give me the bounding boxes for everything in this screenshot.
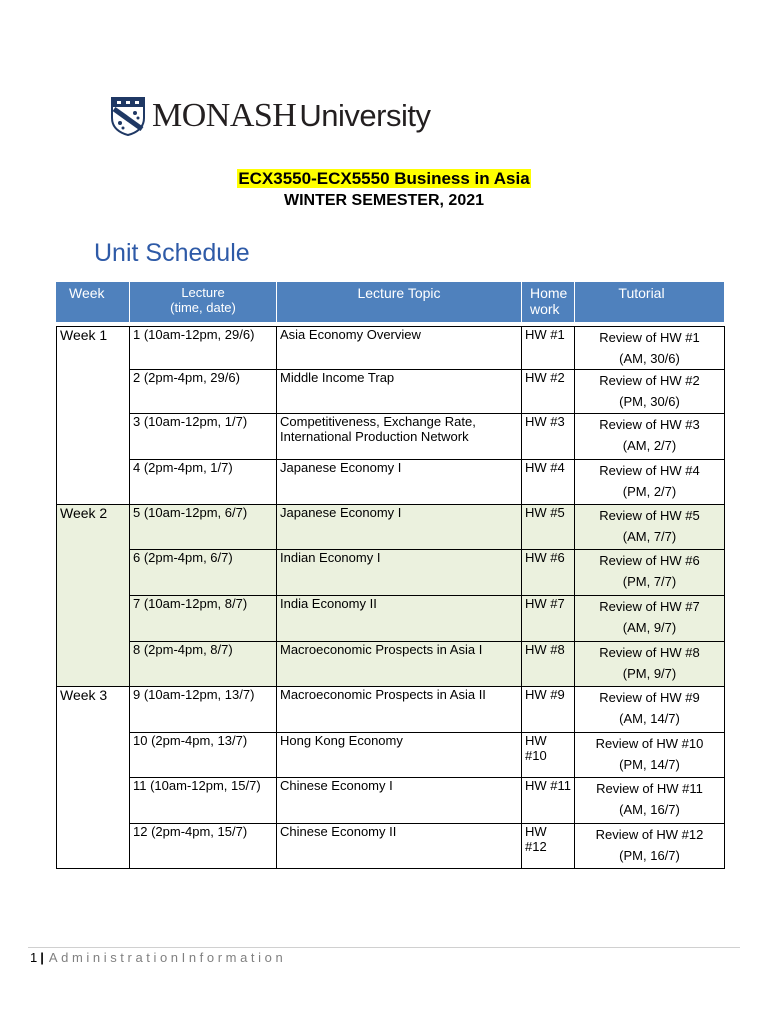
homework-cell: HW #3 xyxy=(522,414,575,460)
topic-cell: Indian Economy I xyxy=(277,550,522,596)
table-row xyxy=(57,370,725,414)
homework-cell: HW #12 xyxy=(522,824,575,869)
table-row xyxy=(57,327,725,370)
tutorial-review: Review of HW #1 xyxy=(599,330,700,345)
tutorial-cell xyxy=(575,550,725,596)
topic-cell: Competitiveness, Exchange Rate, International Production Network xyxy=(277,414,522,460)
tutorial-session: (AM, 2/7) xyxy=(622,438,677,453)
table-row xyxy=(57,550,725,596)
topic-cell: Chinese Economy II xyxy=(277,824,522,869)
table-row xyxy=(57,460,725,505)
week-cell: Week 3 xyxy=(57,687,130,869)
homework-cell: HW #5 xyxy=(522,505,575,550)
col-lecture-line1: Lecture xyxy=(181,285,225,300)
footer-separator: | xyxy=(40,950,44,965)
topic-cell: India Economy II xyxy=(277,596,522,642)
homework-cell: HW #6 xyxy=(522,550,575,596)
homework-cell: HW #1 xyxy=(522,327,575,370)
logo-brand: MONASH xyxy=(152,97,297,134)
col-tutorial: Tutorial xyxy=(575,282,725,323)
table-row xyxy=(57,733,725,778)
lecture-cell: 9 (10am-12pm, 13/7) xyxy=(130,687,277,733)
topic-cell: Macroeconomic Prospects in Asia I xyxy=(277,642,522,687)
semester-title: WINTER SEMESTER, 2021 xyxy=(283,192,485,209)
monash-logo xyxy=(110,96,430,136)
col-homework-line1: Home xyxy=(530,285,568,301)
topic-cell: Hong Kong Economy xyxy=(277,733,522,778)
lecture-cell: 8 (2pm-4pm, 8/7) xyxy=(130,642,277,687)
lecture-cell: 12 (2pm-4pm, 15/7) xyxy=(130,824,277,869)
table-row xyxy=(57,596,725,642)
week-cell: Week 1 xyxy=(57,327,130,505)
tutorial-review: Review of HW #11 xyxy=(596,781,703,796)
col-lecture xyxy=(130,282,277,323)
tutorial-cell xyxy=(575,327,725,370)
week-cell: Week 2 xyxy=(57,505,130,687)
unit-schedule-heading: Unit Schedule xyxy=(94,239,250,267)
tutorial-session: (PM, 30/6) xyxy=(619,394,680,409)
lecture-cell: 1 (10am-12pm, 29/6) xyxy=(130,327,277,370)
tutorial-cell xyxy=(575,642,725,687)
lecture-cell: 7 (10am-12pm, 8/7) xyxy=(130,596,277,642)
table-row xyxy=(57,824,725,869)
col-lecture-line2: (time, date) xyxy=(170,300,236,315)
footer-divider xyxy=(28,947,740,948)
topic-cell: Japanese Economy I xyxy=(277,460,522,505)
logo-word: University xyxy=(299,98,431,133)
logo-wordmark xyxy=(152,97,430,135)
tutorial-review: Review of HW #10 xyxy=(595,736,704,751)
tutorial-session: (PM, 2/7) xyxy=(622,484,677,499)
homework-cell: HW #7 xyxy=(522,596,575,642)
table-row xyxy=(57,505,725,550)
tutorial-cell xyxy=(575,733,725,778)
table-row xyxy=(57,414,725,460)
tutorial-session: (AM, 9/7) xyxy=(622,620,677,635)
tutorial-review: Review of HW #8 xyxy=(599,645,700,660)
tutorial-session: (PM, 7/7) xyxy=(622,574,677,589)
tutorial-session: (AM, 16/7) xyxy=(619,802,680,817)
tutorial-session: (PM, 9/7) xyxy=(622,666,677,681)
homework-cell: HW #2 xyxy=(522,370,575,414)
tutorial-cell xyxy=(575,596,725,642)
lecture-cell: 4 (2pm-4pm, 1/7) xyxy=(130,460,277,505)
homework-cell: HW #8 xyxy=(522,642,575,687)
schedule-table xyxy=(56,281,725,869)
lecture-cell: 6 (2pm-4pm, 6/7) xyxy=(130,550,277,596)
col-topic: Lecture Topic xyxy=(277,282,522,323)
col-homework-line2: work xyxy=(530,301,560,317)
tutorial-review: Review of HW #3 xyxy=(599,417,700,432)
tutorial-session: (PM, 16/7) xyxy=(619,848,680,863)
tutorial-review: Review of HW #2 xyxy=(599,373,700,388)
topic-cell: Middle Income Trap xyxy=(277,370,522,414)
schedule-body xyxy=(57,323,725,869)
homework-cell: HW #11 xyxy=(522,778,575,824)
tutorial-session: (AM, 30/6) xyxy=(619,351,680,366)
tutorial-cell xyxy=(575,824,725,869)
homework-cell: HW #10 xyxy=(522,733,575,778)
tutorial-cell xyxy=(575,687,725,733)
table-row xyxy=(57,642,725,687)
tutorial-session: (AM, 7/7) xyxy=(622,529,677,544)
footer-section: AdministrationInformation xyxy=(48,950,287,965)
tutorial-review: Review of HW #7 xyxy=(599,599,700,614)
homework-cell: HW #9 xyxy=(522,687,575,733)
tutorial-cell xyxy=(575,778,725,824)
tutorial-review: Review of HW #4 xyxy=(599,463,700,478)
tutorial-review: Review of HW #12 xyxy=(595,827,704,842)
course-title xyxy=(0,169,768,189)
topic-cell: Macroeconomic Prospects in Asia II xyxy=(277,687,522,733)
page-number: 1 xyxy=(30,950,38,965)
homework-cell: HW #4 xyxy=(522,460,575,505)
lecture-cell: 3 (10am-12pm, 1/7) xyxy=(130,414,277,460)
university-crest-icon xyxy=(110,96,146,136)
tutorial-cell xyxy=(575,370,725,414)
tutorial-cell xyxy=(575,460,725,505)
tutorial-cell xyxy=(575,505,725,550)
tutorial-session: (PM, 14/7) xyxy=(619,757,680,772)
tutorial-session: (AM, 14/7) xyxy=(619,711,680,726)
tutorial-review: Review of HW #6 xyxy=(599,553,700,568)
lecture-cell: 11 (10am-12pm, 15/7) xyxy=(130,778,277,824)
topic-cell: Japanese Economy I xyxy=(277,505,522,550)
tutorial-cell xyxy=(575,414,725,460)
topic-cell: Asia Economy Overview xyxy=(277,327,522,370)
tutorial-review: Review of HW #5 xyxy=(599,508,700,523)
lecture-cell: 10 (2pm-4pm, 13/7) xyxy=(130,733,277,778)
table-row xyxy=(57,778,725,824)
col-homework xyxy=(522,282,575,323)
topic-cell: Chinese Economy I xyxy=(277,778,522,824)
lecture-cell: 2 (2pm-4pm, 29/6) xyxy=(130,370,277,414)
tutorial-review: Review of HW #9 xyxy=(599,690,700,705)
page-footer xyxy=(30,950,286,965)
table-row xyxy=(57,687,725,733)
lecture-cell: 5 (10am-12pm, 6/7) xyxy=(130,505,277,550)
col-week: Week xyxy=(57,282,130,323)
course-title-text: ECX3550-ECX5550 Business in Asia xyxy=(238,169,530,188)
table-header-row xyxy=(57,282,725,323)
